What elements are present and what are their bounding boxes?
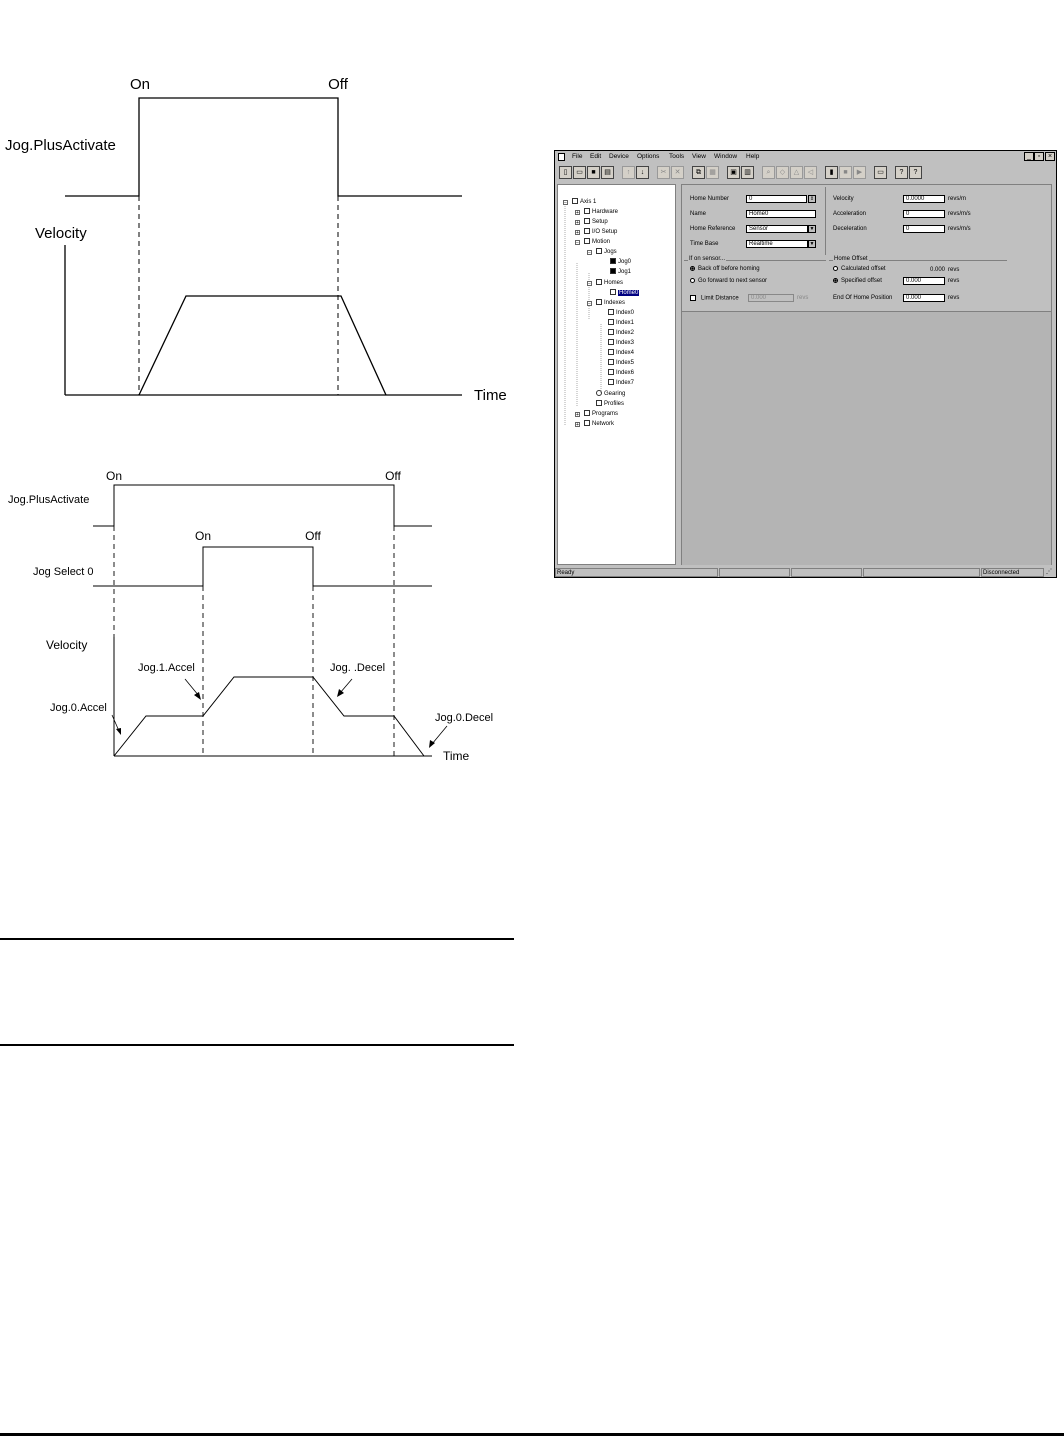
timing-chart-1 (0, 60, 530, 420)
back-off-radio[interactable]: Back off before homing (690, 266, 760, 272)
gear-icon (596, 390, 602, 396)
tree-collapse-indexes-icon[interactable]: − (588, 301, 591, 307)
delete-icon[interactable]: ✕ (671, 166, 684, 179)
tree-item-index1[interactable]: Index1 (608, 319, 634, 328)
checkbox-icon (690, 295, 696, 301)
chart2-ann-jog1-arrowhead (194, 692, 201, 700)
zoom-icon[interactable]: ⌕ (762, 166, 775, 179)
specified-offset-unit: revs (948, 278, 960, 284)
copy-icon[interactable]: ⧉ (692, 166, 705, 179)
motion-icon (584, 238, 590, 244)
chart1-velocity-label: Velocity (35, 225, 87, 242)
index-icon (608, 379, 614, 385)
divider-rule-1 (0, 938, 514, 940)
index-icon (608, 339, 614, 345)
menu-options[interactable]: Options (637, 153, 660, 160)
context-help-icon[interactable]: ? (909, 166, 922, 179)
limit-distance-field[interactable]: 0.000 (748, 294, 794, 302)
tool-a-icon[interactable]: ◇ (776, 166, 789, 179)
home-reference-label: Home Reference (690, 226, 736, 232)
name-label: Name (690, 211, 707, 217)
chart2-signal2-label: Jog Select 0 (33, 566, 94, 578)
chart2-off2-label: Off (305, 529, 321, 543)
status-ready: Ready (555, 568, 718, 577)
network-icon (584, 420, 590, 426)
app-window (554, 150, 1057, 578)
radio-icon (690, 278, 695, 283)
radio-icon (833, 266, 838, 271)
index-icon (608, 319, 614, 325)
tree-item-index6[interactable]: Index6 (608, 369, 634, 378)
hardware-icon (584, 208, 590, 214)
page-footer-rule (0, 1433, 1064, 1436)
chart2-velocity-label: Velocity (46, 638, 88, 652)
home-reference-select[interactable]: Sensor (746, 225, 808, 233)
tool-c-icon[interactable]: ◁ (804, 166, 817, 179)
profiles-icon (596, 400, 602, 406)
tree-expand-programs-icon[interactable]: + (576, 412, 579, 418)
menu-window[interactable]: Window (714, 153, 738, 160)
axis-icon (572, 198, 578, 204)
chart2-off1-label: Off (385, 469, 401, 483)
chart1-on-label: On (129, 76, 151, 93)
deceleration-label: Deceleration (833, 226, 867, 232)
tree-item-jog1[interactable]: Jog1 (610, 268, 631, 277)
end-home-position-unit: revs (948, 295, 960, 301)
index-icon (608, 309, 614, 315)
toolbar (555, 164, 1056, 181)
deceleration-unit: revs/m/s (948, 226, 971, 232)
velocity-label: Velocity (833, 196, 854, 202)
timing-chart-2 (0, 465, 530, 775)
tree-item-network[interactable]: Network (584, 420, 614, 429)
chart2-ann-jog-decel: Jog. .Decel (330, 662, 386, 674)
tree-item-jog0[interactable]: Jog0 (610, 258, 631, 267)
print-icon[interactable]: ▤ (601, 166, 614, 179)
tree-expand-hardware-icon[interactable]: + (576, 210, 579, 216)
radio-selected-icon (690, 266, 695, 271)
tree-item-io-setup[interactable]: I/O Setup (584, 228, 617, 237)
chart2-ann-jog1-accel: Jog.1.Accel (138, 662, 195, 674)
jogs-icon (596, 248, 602, 254)
tree-item-motion[interactable]: Motion (584, 238, 610, 247)
io-setup-icon (584, 228, 590, 234)
chart1-signal-trace (65, 98, 462, 196)
radio-selected-icon (833, 278, 838, 283)
chart2-ann-jog0-decel: Jog.0.Decel (435, 712, 494, 724)
specified-offset-field[interactable]: 0.000 (903, 277, 945, 285)
time-base-label: Time Base (690, 241, 719, 247)
limit-distance-unit: revs (797, 295, 809, 301)
tree-item-index3[interactable]: Index3 (608, 339, 634, 348)
tree-item-homes[interactable]: Homes (596, 279, 623, 288)
calculated-offset-value: 0.000 (930, 267, 946, 273)
properties-icon[interactable]: ▥ (741, 166, 754, 179)
chart2-time-label: Time (443, 749, 470, 763)
tree-item-index7[interactable]: Index7 (608, 379, 634, 388)
restore-icon[interactable]: ▫ (1034, 152, 1044, 161)
tree-collapse-motion-icon[interactable]: − (576, 240, 579, 246)
jog-icon (610, 268, 616, 274)
home-offset-title: Home Offset (834, 256, 868, 262)
menu-tools[interactable]: Tools (669, 153, 685, 160)
go-forward-radio[interactable]: Go forward to next sensor (690, 278, 767, 284)
limit-distance-checkbox[interactable]: Limit Distance (690, 295, 739, 302)
chart2-signal1-label: Jog.PlusActivate (8, 494, 90, 506)
tree-expand-network-icon[interactable]: + (576, 422, 579, 428)
velocity-field[interactable]: 0.0000 (903, 195, 945, 203)
home-icon (610, 289, 616, 295)
acceleration-label: Acceleration (833, 211, 867, 217)
menu-file[interactable]: File (572, 153, 583, 160)
index-icon (608, 329, 614, 335)
name-field[interactable]: Home0 (746, 210, 816, 218)
window-icon[interactable]: ▭ (874, 166, 887, 179)
home-number-field[interactable]: 0 (746, 195, 807, 203)
status-cell-4 (863, 568, 980, 577)
form-divider (825, 187, 826, 255)
setup-icon (584, 218, 590, 224)
menu-device[interactable]: Device (609, 153, 629, 160)
time-base-select[interactable]: Realtime (746, 240, 808, 248)
paste-icon[interactable]: ▦ (706, 166, 719, 179)
chart2-ann-decel-arrow (340, 679, 352, 693)
home-number-label: Home Number (690, 196, 730, 202)
menu-help[interactable]: Help (746, 153, 760, 160)
chart2-signal1-trace (93, 485, 432, 526)
tree-item-jogs[interactable]: Jogs (596, 248, 617, 257)
tree-item-programs[interactable]: Programs (584, 410, 618, 419)
if-on-sensor-title: If on sensor... (689, 256, 726, 262)
chart2-velocity-trace (114, 677, 424, 756)
tree-item-profiles[interactable]: Profiles (596, 400, 624, 409)
end-home-position-field[interactable]: 0.000 (903, 294, 945, 302)
acceleration-field[interactable]: 0 (903, 210, 945, 218)
menu-view[interactable]: View (692, 153, 706, 160)
index-icon (608, 369, 614, 375)
chart2-ann-decel-arrowhead (337, 689, 344, 697)
status-connection: Disconnected (981, 568, 1044, 577)
tree-expand-setup-icon[interactable]: + (576, 220, 579, 226)
chart2-on2-label: On (194, 529, 212, 543)
tree-item-setup[interactable]: Setup (584, 218, 608, 227)
indexes-icon (596, 299, 602, 305)
tree-item-gearing[interactable]: Gearing (596, 390, 625, 399)
tree-collapse-homes-icon[interactable]: − (588, 281, 591, 287)
compare-icon[interactable]: ▣ (727, 166, 740, 179)
minimize-icon[interactable]: _ (1024, 152, 1034, 161)
download-icon[interactable]: ↓ (636, 166, 649, 179)
index-icon (608, 349, 614, 355)
jog-icon (610, 258, 616, 264)
tree-collapse-axis-icon[interactable]: − (564, 200, 567, 206)
tree-expand-io-icon[interactable]: + (576, 230, 579, 236)
upload-icon[interactable]: ↑ (622, 166, 635, 179)
acceleration-unit: revs/m/s (948, 211, 971, 217)
resize-grip-icon[interactable]: ⋰ (1046, 569, 1052, 575)
run-icon[interactable]: ▮ (825, 166, 838, 179)
tree-item-index5[interactable]: Index5 (608, 359, 634, 368)
step-icon[interactable]: ▶ (853, 166, 866, 179)
chevron-down-icon[interactable]: ▼ (809, 241, 815, 247)
close-icon[interactable]: × (1045, 152, 1055, 161)
chart2-signal2-trace (93, 547, 432, 586)
tree-item-indexes[interactable]: Indexes (596, 299, 625, 308)
chart2-on1-label: On (105, 469, 123, 483)
save-icon[interactable]: ■ (587, 166, 600, 179)
status-cell-2 (719, 568, 790, 577)
specified-offset-radio[interactable]: Specified offset (833, 278, 882, 284)
home-icon (596, 279, 602, 285)
home-number-spin-icon[interactable]: ⇕ (809, 196, 815, 202)
empty-workspace (682, 311, 1051, 565)
chart1-off-label: Off (328, 76, 348, 93)
tree-item-index2[interactable]: Index2 (608, 329, 634, 338)
divider-rule-2 (0, 1044, 514, 1046)
menu-bar (555, 151, 1056, 163)
tree-item-hardware[interactable]: Hardware (584, 208, 618, 217)
tree-item-home0[interactable]: Home0 (610, 289, 639, 298)
tree-item-index0[interactable]: Index0 (608, 309, 634, 318)
tree-item-index4[interactable]: Index4 (608, 349, 634, 358)
chart1-time-label: Time (474, 387, 507, 404)
tool-b-icon[interactable]: △ (790, 166, 803, 179)
tree-item-axis[interactable]: Axis 1 (572, 198, 596, 207)
tree-view[interactable] (557, 184, 676, 565)
home-properties-panel (681, 184, 1052, 565)
app-icon (558, 153, 565, 161)
cut-icon[interactable]: ✂ (657, 166, 670, 179)
chart1-signal-label: Jog.PlusActivate (5, 137, 116, 154)
deceleration-field[interactable]: 0 (903, 225, 945, 233)
calculated-offset-unit: revs (948, 267, 960, 273)
programs-icon (584, 410, 590, 416)
calculated-offset-radio[interactable]: Calculated offset (833, 266, 886, 272)
stop-icon[interactable]: ■ (839, 166, 852, 179)
end-home-position-label: End Of Home Position (833, 295, 893, 301)
status-cell-3 (791, 568, 862, 577)
open-folder-icon[interactable]: ▭ (573, 166, 586, 179)
tree-collapse-jogs-icon[interactable]: − (588, 250, 591, 256)
menu-edit[interactable]: Edit (590, 153, 602, 160)
chart1-velocity-trace (139, 296, 386, 395)
help-icon[interactable]: ? (895, 166, 908, 179)
chart2-ann-decel0-arrow (432, 726, 447, 744)
velocity-unit: revs/m (948, 196, 966, 202)
status-bar (555, 568, 1056, 578)
chart2-ann-jog0-accel: Jog.0.Accel (50, 702, 107, 714)
chart2-ann-accel0-arrow (112, 715, 119, 731)
index-icon (608, 359, 614, 365)
chart2-ann-accel0-arrowhead (116, 728, 121, 735)
new-file-icon[interactable]: ▯ (559, 166, 572, 179)
chevron-down-icon[interactable]: ▼ (809, 226, 815, 232)
